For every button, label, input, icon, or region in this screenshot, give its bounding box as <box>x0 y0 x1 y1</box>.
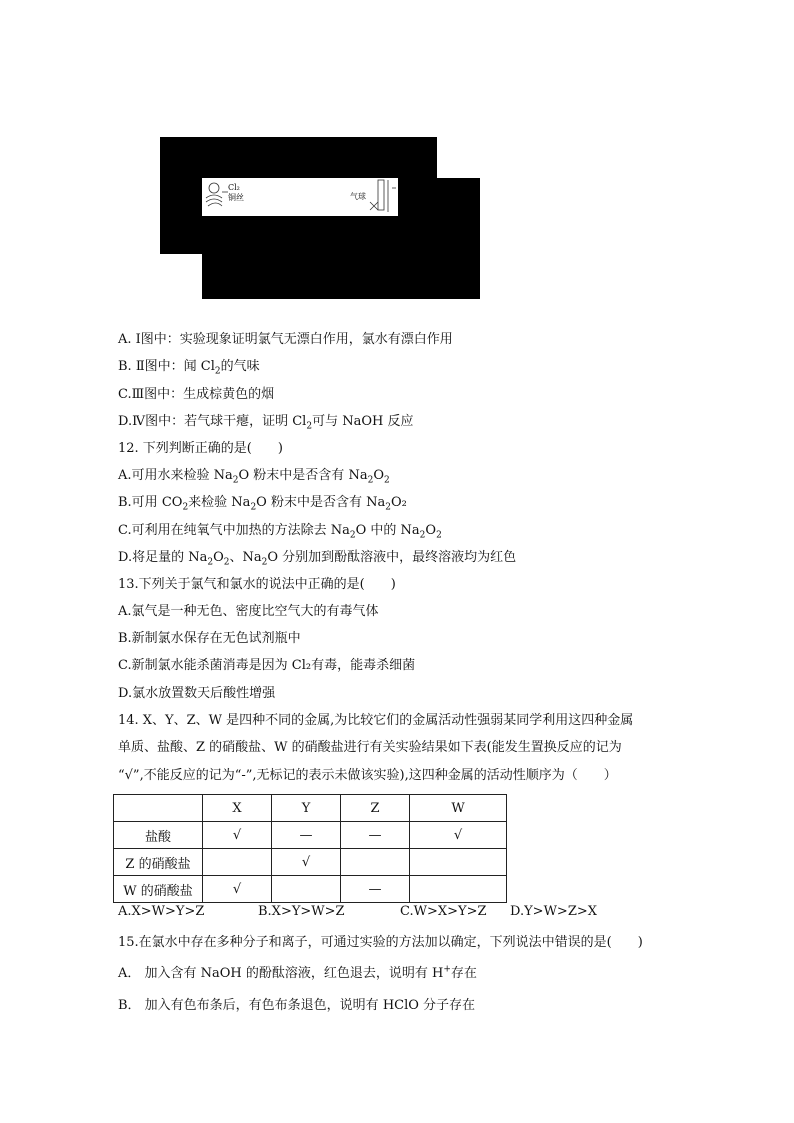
table-header-cell: W <box>410 795 507 822</box>
balloon-label: 气球 <box>350 192 366 201</box>
table-cell: — <box>341 876 410 903</box>
q12-b-s2: 2 <box>250 502 257 513</box>
experiment-figure <box>160 137 480 299</box>
table-cell <box>410 876 507 903</box>
q14-stem-line-1: 14. X、Y、Z、W 是四种不同的金属,为比较它们的金属活动性强弱某同学利用这四种金属 <box>118 713 634 728</box>
q12-b-p3: O 粉末中是否含有 Na <box>256 495 386 510</box>
table-row <box>114 849 507 876</box>
table-cell <box>272 876 341 903</box>
q12-d-s3: 2 <box>261 557 268 568</box>
table-header-cell: X <box>203 795 272 822</box>
tube-icon <box>370 180 396 212</box>
q11-option-d-text-1: D.Ⅳ图中：若气球干瘪，证明 Cl <box>118 414 307 429</box>
figure-block-right <box>437 178 480 299</box>
figure-block-bottom <box>202 254 437 299</box>
q14-stem-line-2: 单质、盐酸、Z 的硝酸盐、W 的硝酸盐进行有关实验结果如下表(能发生置换反应的记为 <box>118 740 622 755</box>
q12-d-p2: O <box>213 550 224 565</box>
table-header-row <box>114 795 507 822</box>
q12-option-c <box>118 523 442 539</box>
q12-a-p2: O 粉末中是否含有 Na <box>238 468 368 483</box>
q11-option-c-text: C.Ⅲ图中：生成棕黄色的烟 <box>118 387 275 402</box>
q12-a-s1: 2 <box>232 475 239 486</box>
q15-a-text-1: A． 加入含有 NaOH 的酚酞溶液，红色退去，说明有 H <box>118 966 444 981</box>
q11-option-c <box>118 387 274 403</box>
table-row <box>114 876 507 903</box>
q12-c-p1: C.可利用在纯氧气中加热的方法除去 Na <box>118 523 350 538</box>
table-cell: √ <box>203 822 272 849</box>
table-cell: W 的硝酸盐 <box>114 876 203 903</box>
q13-option-a: A.氯气是一种无色、密度比空气大的有毒气体 <box>118 604 379 619</box>
figure-window <box>202 178 398 216</box>
table-row <box>114 822 507 849</box>
q12-option-d <box>118 550 516 566</box>
q15-option-b <box>118 998 475 1014</box>
q12-option-b <box>118 495 407 511</box>
table-cell: √ <box>410 822 507 849</box>
q11-option-a-text: A. Ⅰ图中：实验现象证明氯气无漂白作用，氯水有漂白作用 <box>118 332 453 347</box>
q12-c-s1: 2 <box>349 530 356 541</box>
q12-a-s2: 2 <box>367 475 374 486</box>
q12-b-s3: 2 <box>385 502 391 513</box>
table-cell <box>203 849 272 876</box>
q11-option-b-text-1: B. Ⅱ图中：闻 Cl <box>118 359 215 374</box>
q15-a-sup: + <box>443 964 451 975</box>
q12-b-p4: O₂ <box>390 495 407 510</box>
q14-choice-d: D.Y>W>Z>X <box>510 904 598 919</box>
table-header-cell <box>114 795 203 822</box>
q11-option-d-sub: 2 <box>306 421 313 432</box>
q14-choice-a: A.X>W>Y>Z <box>118 904 205 919</box>
q15-b-text: B． 加入有色布条后，有色布条退色，说明有 HClO 分子存在 <box>118 998 476 1013</box>
table-cell: 盐酸 <box>114 822 203 849</box>
q12-b-p1: B.可用 CO <box>118 495 183 510</box>
q13-option-b: B.新制氯水保存在无色试剂瓶中 <box>118 631 301 646</box>
q14-choice-c: C.W>X>Y>Z <box>400 904 487 919</box>
q12-option-a <box>118 468 390 484</box>
table-cell: √ <box>203 876 272 903</box>
q11-option-a <box>118 332 453 348</box>
table-cell: Z 的硝酸盐 <box>114 849 203 876</box>
q11-option-b-sub: 2 <box>214 366 221 377</box>
q15-option-a <box>118 966 477 982</box>
q12-c-p2: O 中的 Na <box>355 523 420 538</box>
q11-option-b <box>118 359 260 375</box>
q12-d-p1: D.将足量的 Na <box>118 550 208 565</box>
table-cell: — <box>272 822 341 849</box>
q15-stem: 15.在氯水中存在多种分子和离子，可通过实验的方法加以确定，下列说法中错误的是( ) <box>118 935 643 950</box>
table-cell <box>341 849 410 876</box>
q12-c-s2: 2 <box>419 530 426 541</box>
copper-wire-label: 铜丝 <box>228 193 244 202</box>
q12-d-s1: 2 <box>207 557 214 568</box>
q15-a-text-2: 存在 <box>450 966 477 981</box>
table-header-cell: Z <box>341 795 410 822</box>
q12-b-p2: 来检验 Na <box>188 495 251 510</box>
q11-option-d <box>118 414 413 430</box>
table-cell: √ <box>272 849 341 876</box>
cl2-label: Cl₂ <box>228 183 240 192</box>
q13-stem: 13.下列关于氯气和氯水的说法中正确的是( ) <box>118 577 396 592</box>
q12-c-p3: O <box>425 523 437 538</box>
table-cell: — <box>341 822 410 849</box>
q14-choice-b: B.X>Y>W>Z <box>258 904 345 919</box>
q12-b-s1: 2 <box>182 502 189 513</box>
flask-icon <box>206 183 228 206</box>
q12-d-s2: 2 <box>223 557 230 568</box>
q14-stem-line-3: “√”,不能反应的记为“-”,无标记的表示未做该实验),这四种金属的活动性顺序为（ ） <box>118 768 617 783</box>
q12-stem: 12. 下列判断正确的是( ) <box>118 441 283 456</box>
q12-a-p1: A.可用水来检验 Na <box>118 468 233 483</box>
q12-d-p3: 、Na <box>229 550 262 565</box>
q12-c-s3: 2 <box>436 530 442 541</box>
q12-a-p3: O <box>373 468 384 483</box>
q12-d-p4: O 分别加到酚酞溶液中，最终溶液均为红色 <box>267 550 517 565</box>
q12-a-s3: 2 <box>383 475 390 486</box>
q14-results-table <box>113 794 507 903</box>
table-cell <box>410 849 507 876</box>
table-header-cell: Y <box>272 795 341 822</box>
q11-option-b-text-2: 的气味 <box>220 359 260 374</box>
q13-option-d: D.氯水放置数天后酸性增强 <box>118 686 276 701</box>
q11-option-d-text-2: 可与 NaOH 反应 <box>312 414 414 429</box>
q13-option-c: C.新制氯水能杀菌消毒是因为 Cl₂有毒，能毒杀细菌 <box>118 658 416 673</box>
